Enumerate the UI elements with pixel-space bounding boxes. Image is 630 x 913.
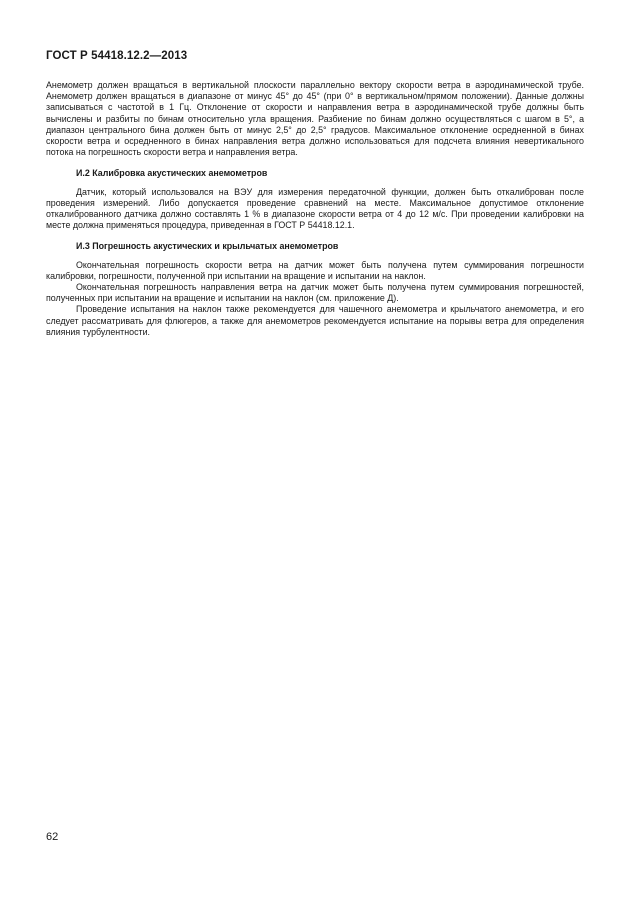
document-header: ГОСТ Р 54418.12.2—2013 [46, 50, 188, 62]
section-i3-paragraph: Окончательная погрешность направления ветра на датчик может быть получена путем суммирования погрешностей, полученных при испытании на вращение и испытании на наклон (см. приложение Д). [46, 282, 584, 304]
section-i2-paragraph: Датчик, который использовался на ВЭУ для измерения передаточной функции, должен быть откалиброван после проведения измерений. Либо допускается проведение сравнений на месте. Максимальное допустимое отклонение откалиброванного датчика должно составлять 1 % в диапазоне скорости ветра от 4 до 12 м/с. При проведении калибровки на месте должна применяться процедура, приведенная в ГОСТ Р 54418.12.1. [46, 186, 584, 231]
section-i3-paragraph: Окончательная погрешность скорости ветра на датчик может быть получена путем суммирования погрешности калибровки, погрешности, полученной при испытании на вращение и испытании на наклон. [46, 259, 584, 281]
section-heading-i2: И.2 Калибровка акустических анемометров [76, 168, 268, 179]
section-i3-paragraph: Проведение испытания на наклон также рекомендуется для чашечного анемометра и крыльчатого анемометра, и его следует рассматривать для флюгеров, а также для анемометров рекомендуется испытание на порывы ветра для определения влияния турбулентности. [46, 304, 584, 337]
intro-paragraph: Анемометр должен вращаться в вертикальной плоскости параллельно вектору скорости ветра в аэродинамической трубе. Анемометр должен вращаться в диапазоне от минус 45° до 45° (при 0° в вертикальном/прямом положении). Данные должны записываться с частотой в 1 Гц. Отклонение от скорости и направления ветра в аэродинамической трубе должны быть вычислены и разбиты по бинам относительно угла вращения. Разбиение по бинам должно осуществляться с шагом в 5°, а диапазон центрального бина должен быть от минус 2,5° до 2,5° градусов. Максимальное отклонение осредненной в бинах скорости ветра и осредненного в бинах направления ветра должно использоваться для подсчета влияния невертикального потока на погрешность скорости ветра и направления ветра. [46, 80, 584, 158]
page-number: 62 [46, 831, 59, 843]
section-heading-i3: И.3 Погрешность акустических и крыльчатых анемометров [76, 241, 339, 252]
page-body [46, 80, 584, 338]
